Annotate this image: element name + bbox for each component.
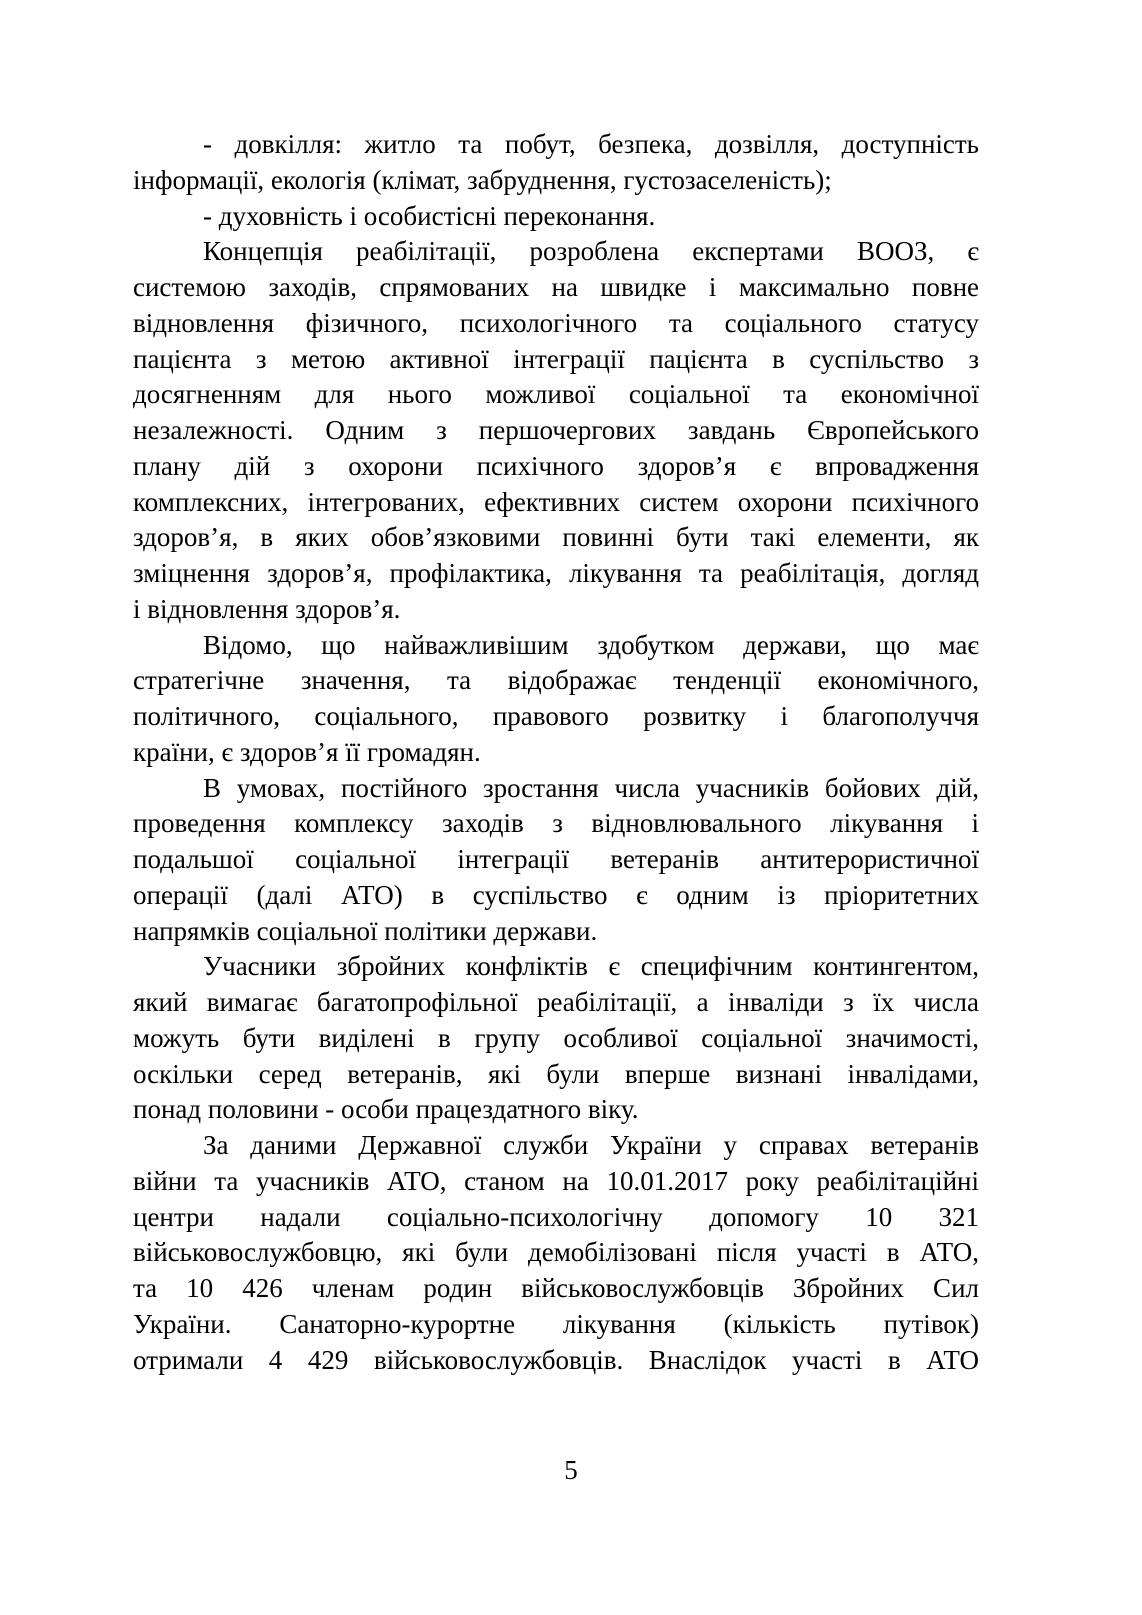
text-line: війни та учасників АТО, станом на 10.01.2017 року реабілітаційні	[133, 1165, 979, 1196]
text-line: понад половини - особи працездатного віку.	[133, 1094, 639, 1125]
text-line: напрямків соціальної політики держави.	[133, 915, 598, 946]
text-line: отримали 4 429 військовослужбовців. Внаслідок участі в АТО	[133, 1344, 979, 1375]
text-line: зміцнення здоров’я, профілактика, лікування та реабілітація, догляд	[133, 558, 979, 588]
text-line: За даними Державної служби України у справах ветеранів	[203, 1130, 979, 1160]
text-line: можуть бути виділені в групу особливої соціальної значимості,	[133, 1022, 979, 1053]
text-line: комплексних, інтегрованих, ефективних систем охорони психічного	[133, 486, 979, 517]
text-line: пацієнта з метою активної інтеграції пацієнта в суспільство з	[133, 343, 979, 374]
text-line: який вимагає багатопрофільної реабілітації, а інваліди з їх числа	[133, 987, 979, 1017]
text-line: - духовність і особистісні переконання.	[203, 200, 656, 231]
text-line: та 10 426 членам родин військовослужбовців Збройних Сил	[133, 1273, 979, 1303]
text-line: Концепція реабілітації, розроблена експертами ВООЗ, є	[203, 236, 979, 267]
text-line: і відновлення здоров’я.	[133, 593, 401, 624]
text-line: подальшої соціальної інтеграції ветеранів антитерористичної	[133, 844, 979, 874]
text-line: військовослужбовцю, які були демобілізовані після участі в АТО,	[133, 1237, 979, 1268]
text-line: України. Санаторно-курортне лікування (кількість путівок)	[133, 1308, 979, 1339]
text-line: - довкілля: житло та побут, безпека, дозвілля, доступність	[203, 129, 979, 159]
text-line: стратегічне значення, та відображає тенденції економічного,	[133, 665, 979, 696]
text-line: країни, є здоров’я її громадян.	[133, 736, 481, 767]
text-line: політичного, соціального, правового розвитку і благополуччя	[133, 701, 979, 731]
text-line: Відомо, що найважливішим здобутком держави, що має	[203, 629, 979, 660]
text-line: системою заходів, спрямованих на швидке і максимально повне	[133, 272, 979, 302]
text-line: здоров’я, в яких обов’язковими повинні бути такі елементи, як	[133, 522, 979, 553]
text-line: В умовах, постійного зростання числа учасників бойових дій,	[203, 772, 979, 803]
text-line: інформації, екологія (клімат, забруднення, густозаселеність);	[133, 164, 832, 195]
text-line: оскільки серед ветеранів, які були вперше визнані інвалідами,	[133, 1058, 979, 1089]
text-line: проведення комплексу заходів з відновлювального лікування і	[133, 808, 979, 839]
text-line: незалежності. Одним з першочергових завдань Європейського	[133, 415, 979, 445]
text-line: центри надали соціально-психологічну допомогу 10 321	[133, 1201, 979, 1232]
text-line: плану дій з охорони психічного здоров’я є впровадження	[133, 450, 979, 481]
text-line: операції (далі АТО) в суспільство є одним із пріоритетних	[133, 879, 979, 910]
text-line: досягненням для нього можливої соціальної та економічної	[133, 379, 979, 410]
text-line: Учасники збройних конфліктів є специфічним контингентом,	[203, 951, 979, 982]
document-page-body	[133, 127, 979, 1378]
page-number: 5	[564, 1455, 578, 1485]
text-line: відновлення фізичного, психологічного та соціального статусу	[133, 307, 979, 338]
